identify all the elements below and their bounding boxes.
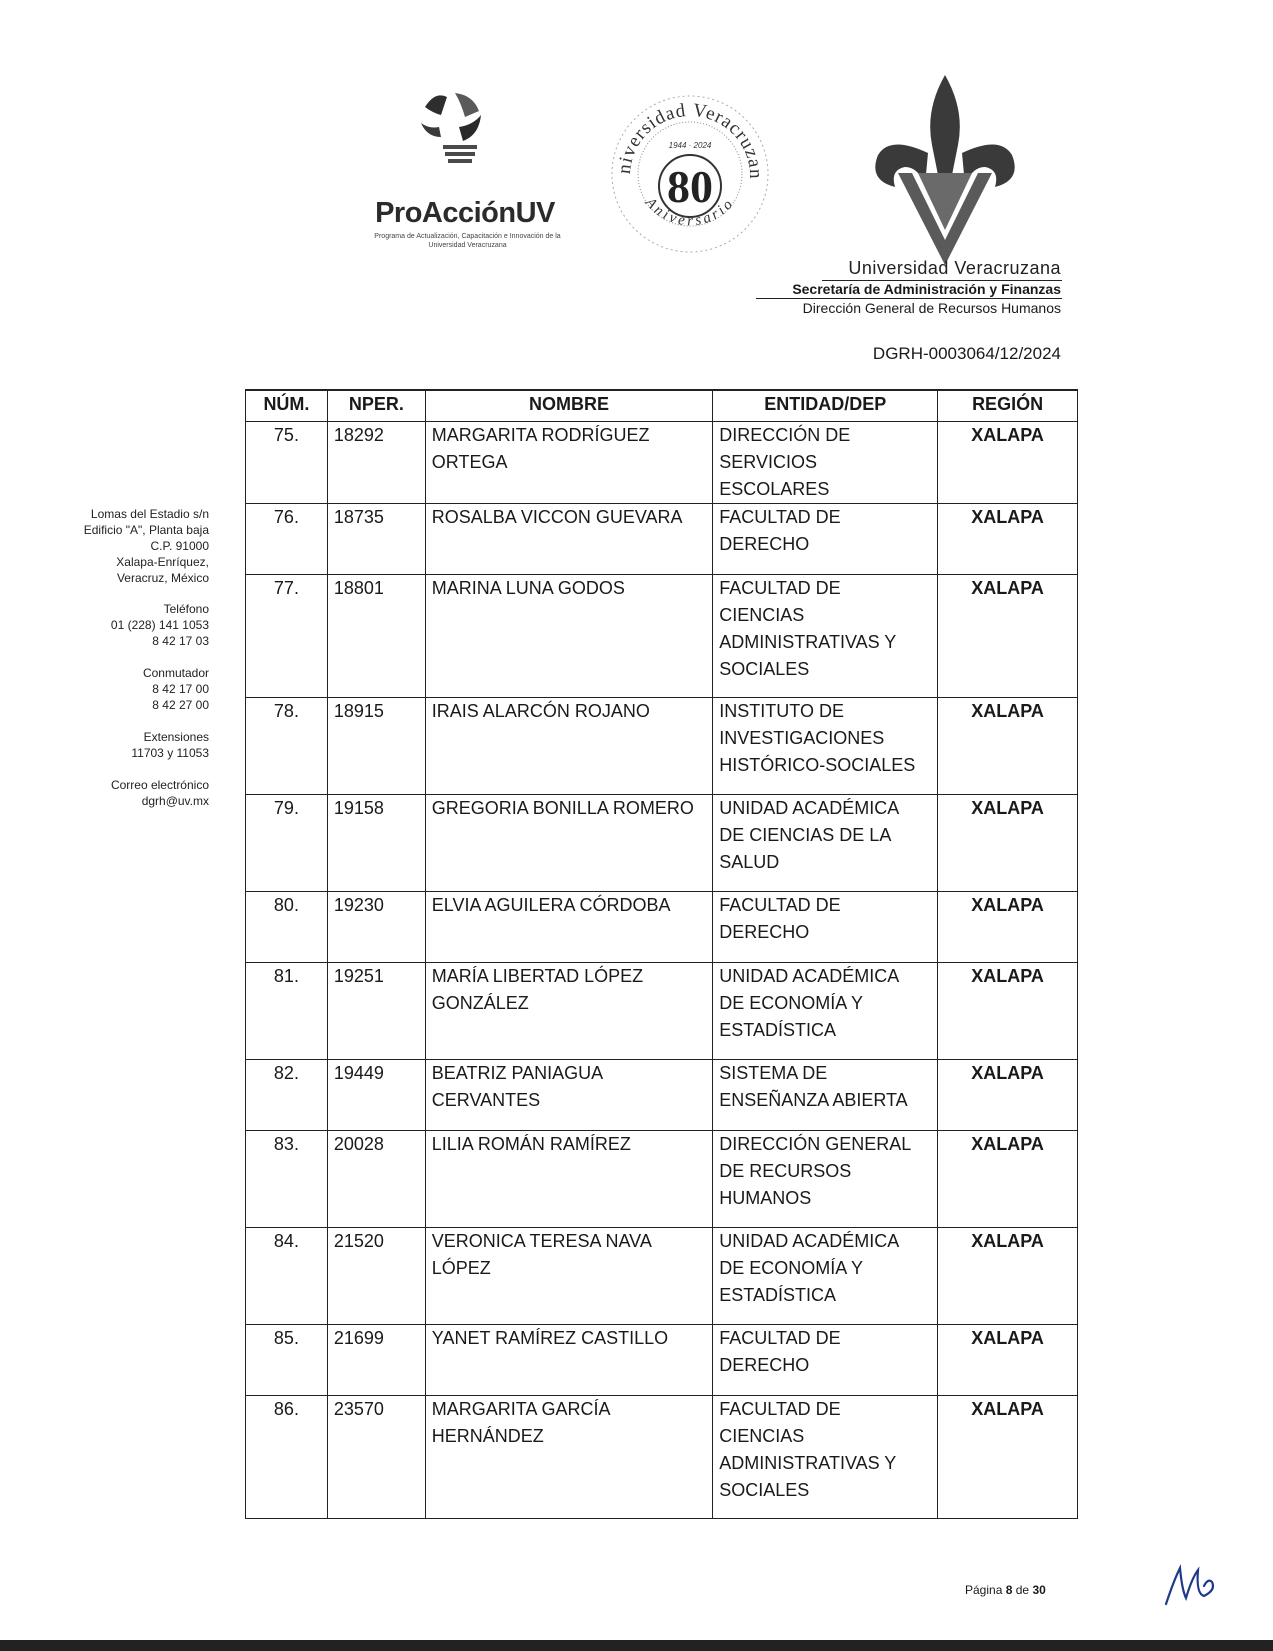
cell-num: 86. — [246, 1396, 328, 1519]
entidad-line: INSTITUTO DE — [719, 701, 844, 721]
phone-number: 01 (228) 141 1053 — [110, 618, 209, 632]
cell-nper: 19449 — [327, 1060, 425, 1131]
cell-region: XALAPA — [938, 1060, 1078, 1131]
direccion-name: Dirección General de Recursos Humanos — [802, 300, 1061, 316]
personnel-table — [245, 389, 1078, 1519]
table-row — [246, 1325, 1078, 1396]
entidad-line: SOCIALES — [719, 659, 810, 679]
secretaria-divider — [756, 298, 1062, 299]
switchboard-number: 8 42 27 00 — [152, 698, 209, 712]
header-num: NÚM. — [246, 390, 328, 422]
entidad-line: DERECHO — [719, 1355, 810, 1375]
cell-region: XALAPA — [938, 892, 1078, 963]
cell-entidad — [713, 1131, 938, 1228]
entidad-line: CIENCIAS — [719, 605, 805, 625]
cell-entidad — [713, 422, 938, 504]
cell-num: 78. — [246, 698, 328, 795]
cell-entidad — [713, 1396, 938, 1519]
seal-top-text: niversidad Veracruzan — [613, 99, 767, 180]
page-of-label: de — [1015, 1583, 1030, 1597]
nombre-line: CERVANTES — [431, 1090, 541, 1110]
table-body — [246, 422, 1078, 1519]
cell-num: 77. — [246, 575, 328, 698]
header-nper: NPER. — [327, 390, 425, 422]
uv-flor-de-liz-logo — [870, 75, 1020, 270]
cell-nper: 19251 — [327, 963, 425, 1060]
header-region: REGIÓN — [938, 390, 1078, 422]
proaccion-logo — [355, 85, 575, 255]
cell-region: XALAPA — [938, 1325, 1078, 1396]
cell-nper: 18801 — [327, 575, 425, 698]
phone-number: 8 42 17 03 — [152, 634, 209, 648]
nombre-line: GONZÁLEZ — [431, 993, 529, 1013]
cell-entidad — [713, 698, 938, 795]
entidad-line: SALUD — [719, 852, 780, 872]
entidad-line: ADMINISTRATIVAS Y — [719, 1453, 897, 1473]
table-row — [246, 1060, 1078, 1131]
table-row — [246, 422, 1078, 504]
entidad-line: DE RECURSOS — [719, 1161, 852, 1181]
nombre-line: BEATRIZ PANIAGUA — [431, 1063, 604, 1083]
table-header-row — [246, 390, 1078, 422]
seal-bottom-text: Aniversario — [641, 194, 739, 230]
seal-number: 80 — [667, 161, 713, 212]
cell-num: 80. — [246, 892, 328, 963]
nombre-line: YANET RAMÍREZ CASTILLO — [431, 1328, 669, 1348]
cell-entidad — [713, 575, 938, 698]
secretaria-name: Secretaría de Administración y Finanzas — [792, 281, 1061, 297]
extensions-value: 11703 y 11053 — [131, 746, 209, 760]
address-line: Xalapa-Enríquez, — [116, 555, 209, 569]
cell-num: 84. — [246, 1228, 328, 1325]
nombre-line: LÓPEZ — [431, 1258, 491, 1278]
cell-entidad — [713, 1228, 938, 1325]
entidad-line: DERECHO — [719, 534, 810, 554]
document-code: DGRH-0003064/12/2024 — [872, 344, 1061, 363]
cell-num: 79. — [246, 795, 328, 892]
entidad-line: HUMANOS — [719, 1188, 812, 1208]
total-pages: 30 — [1032, 1583, 1046, 1597]
entidad-line: ADMINISTRATIVAS Y — [719, 632, 897, 652]
nombre-line: IRAIS ALARCÓN ROJANO — [431, 701, 650, 721]
handwritten-initials — [1160, 1560, 1230, 1610]
table-row — [246, 795, 1078, 892]
nombre-line: MARGARITA RODRÍGUEZ — [431, 425, 650, 445]
entidad-line: UNIDAD ACADÉMICA — [719, 798, 900, 818]
sidebar-address — [9, 506, 209, 586]
entidad-line: ENSEÑANZA ABIERTA — [719, 1090, 908, 1110]
nombre-line: MARGARITA GARCÍA — [431, 1399, 611, 1419]
cell-num: 81. — [246, 963, 328, 1060]
entidad-line: INVESTIGACIONES — [719, 728, 885, 748]
page-number — [965, 1583, 1046, 1597]
cell-region: XALAPA — [938, 422, 1078, 504]
cell-nombre — [425, 575, 713, 698]
entidad-line: SISTEMA DE — [719, 1063, 828, 1083]
lightbulb-people-icon — [355, 85, 575, 195]
entidad-line: FACULTAD DE — [719, 895, 841, 915]
cell-entidad — [713, 892, 938, 963]
nombre-line: ELVIA AGUILERA CÓRDOBA — [431, 895, 671, 915]
entidad-line: HISTÓRICO-SOCIALES — [719, 755, 916, 775]
entidad-line: ESTADÍSTICA — [719, 1020, 836, 1040]
cell-nombre — [425, 1228, 713, 1325]
table-row — [246, 1131, 1078, 1228]
cell-num: 83. — [246, 1131, 328, 1228]
cell-num: 76. — [246, 504, 328, 575]
table-row — [246, 963, 1078, 1060]
institution-name: Universidad Veracruzana — [848, 258, 1061, 278]
entidad-line: SOCIALES — [719, 1480, 810, 1500]
switchboard-label: Conmutador — [142, 666, 209, 680]
cell-nombre — [425, 504, 713, 575]
cell-nombre — [425, 1325, 713, 1396]
entidad-line: CIENCIAS — [719, 1426, 805, 1446]
switchboard-number: 8 42 17 00 — [152, 682, 209, 696]
table-row — [246, 1396, 1078, 1519]
cell-nper: 23570 — [327, 1396, 425, 1519]
cell-nper: 20028 — [327, 1131, 425, 1228]
cell-nombre — [425, 963, 713, 1060]
cell-region: XALAPA — [938, 1396, 1078, 1519]
cell-entidad — [713, 795, 938, 892]
nombre-line: LILIA ROMÁN RAMÍREZ — [431, 1134, 631, 1154]
cell-region: XALAPA — [938, 963, 1078, 1060]
table-row — [246, 698, 1078, 795]
cell-nper: 21699 — [327, 1325, 425, 1396]
cell-num: 82. — [246, 1060, 328, 1131]
nombre-line: MARINA LUNA GODOS — [431, 578, 625, 598]
proaccion-title: ProAcciónUV — [375, 197, 555, 229]
entidad-line: ESTADÍSTICA — [719, 1285, 836, 1305]
entidad-line: DE ECONOMÍA Y — [719, 993, 863, 1013]
cell-nper: 19230 — [327, 892, 425, 963]
cell-nombre — [425, 892, 713, 963]
header-nombre: NOMBRE — [425, 390, 713, 422]
bottom-scan-edge — [0, 1640, 1273, 1651]
entidad-line: UNIDAD ACADÉMICA — [719, 1231, 900, 1251]
entidad-line: DE CIENCIAS DE LA — [719, 825, 892, 845]
entidad-line: FACULTAD DE — [719, 507, 841, 527]
entidad-line: SERVICIOS ESCOLARES — [719, 452, 830, 499]
seal-years: 1944 · 2024 — [668, 141, 712, 150]
cell-entidad — [713, 963, 938, 1060]
nombre-line: ROSALBA VICCON GUEVARA — [431, 507, 683, 527]
entidad-line: UNIDAD ACADÉMICA — [719, 966, 900, 986]
cell-region: XALAPA — [938, 698, 1078, 795]
page-label: Página — [965, 1583, 1003, 1597]
table-row — [246, 892, 1078, 963]
email-value: dgrh@uv.mx — [141, 794, 209, 808]
cell-nombre — [425, 795, 713, 892]
entidad-line: DIRECCIÓN GENERAL — [719, 1134, 912, 1154]
nombre-line: ORTEGA — [431, 452, 508, 472]
entidad-line: FACULTAD DE — [719, 1399, 841, 1419]
table-row — [246, 504, 1078, 575]
table-row — [246, 575, 1078, 698]
cell-entidad — [713, 504, 938, 575]
cell-region: XALAPA — [938, 795, 1078, 892]
cell-nper: 19158 — [327, 795, 425, 892]
cell-region: XALAPA — [938, 504, 1078, 575]
cell-region: XALAPA — [938, 575, 1078, 698]
entidad-line: FACULTAD DE — [719, 578, 841, 598]
cell-nombre — [425, 422, 713, 504]
current-page: 8 — [1005, 1583, 1013, 1597]
entidad-line: DIRECCIÓN DE — [719, 425, 851, 445]
cell-nper: 21520 — [327, 1228, 425, 1325]
email-label: Correo electrónico — [110, 778, 209, 792]
phone-label: Teléfono — [163, 602, 209, 616]
address-line: Edificio "A", Planta baja — [83, 523, 209, 537]
cell-nombre — [425, 1131, 713, 1228]
cell-num: 75. — [246, 422, 328, 504]
address-line: Lomas del Estadio s/n — [90, 507, 209, 521]
address-line: C.P. 91000 — [150, 539, 209, 553]
fleur-de-lis-icon — [870, 75, 1020, 270]
header-entidad: ENTIDAD/DEP — [713, 390, 938, 422]
cell-entidad — [713, 1325, 938, 1396]
sidebar-phone — [9, 601, 209, 649]
nombre-line: HERNÁNDEZ — [431, 1426, 544, 1446]
entidad-line: DERECHO — [719, 922, 810, 942]
table-row — [246, 1228, 1078, 1325]
nombre-line: VERONICA TERESA NAVA — [431, 1231, 652, 1251]
nombre-line: MARÍA LIBERTAD LÓPEZ — [431, 966, 644, 986]
entidad-line: FACULTAD DE — [719, 1328, 841, 1348]
cell-entidad — [713, 1060, 938, 1131]
proaccion-subtitle: Programa de Actualización, Capacitación e Innovación de la Universidad Veracruzana — [374, 233, 561, 249]
cell-region: XALAPA — [938, 1228, 1078, 1325]
cell-region: XALAPA — [938, 1131, 1078, 1228]
extensions-label: Extensiones — [143, 730, 209, 744]
anniversary-seal — [608, 90, 773, 255]
entidad-line: DE ECONOMÍA Y — [719, 1258, 863, 1278]
cell-nombre — [425, 1396, 713, 1519]
sidebar-extensions — [9, 729, 209, 761]
address-line: Veracruz, México — [116, 571, 209, 585]
cell-num: 85. — [246, 1325, 328, 1396]
cell-nper: 18735 — [327, 504, 425, 575]
sidebar-switchboard — [9, 665, 209, 713]
sidebar-email — [9, 777, 209, 809]
nombre-line: GREGORIA BONILLA ROMERO — [431, 798, 694, 818]
cell-nper: 18292 — [327, 422, 425, 504]
cell-nombre — [425, 1060, 713, 1131]
cell-nper: 18915 — [327, 698, 425, 795]
cell-nombre — [425, 698, 713, 795]
